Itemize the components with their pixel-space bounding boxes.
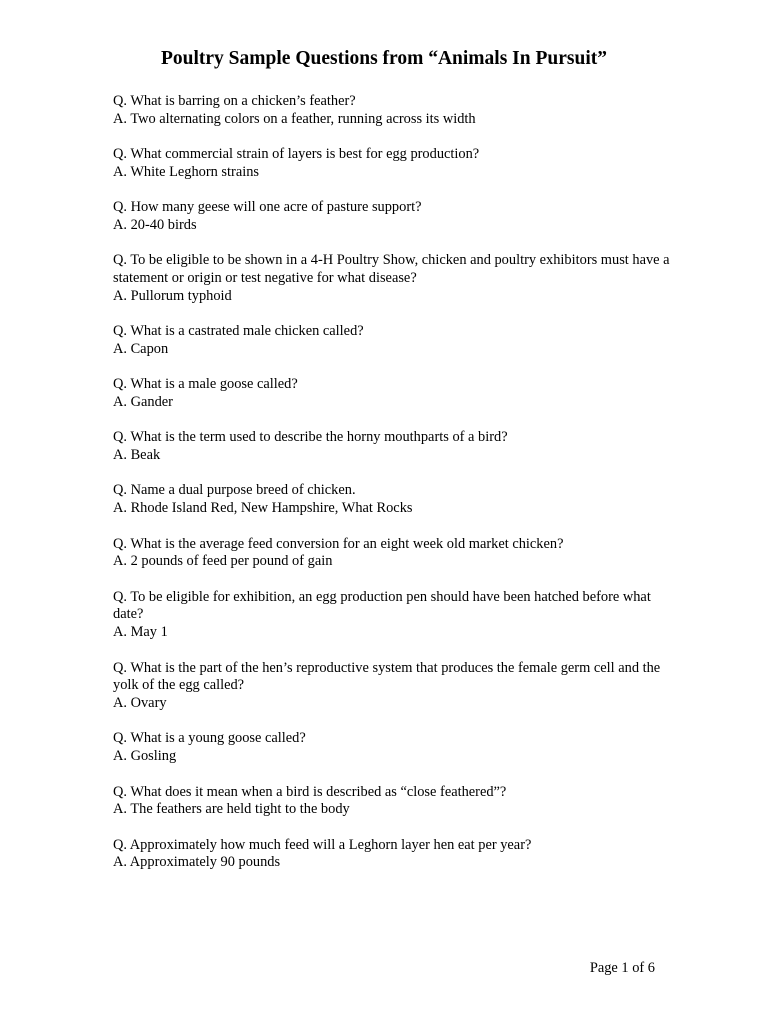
answer-text: A. Capon — [113, 340, 169, 357]
answer-text: A. Pullorum typhoid — [113, 287, 232, 304]
qa-item-12 — [113, 730, 673, 766]
answer-text: A. Two alternating colors on a feather, running across its width — [113, 110, 476, 127]
answer-text: A. Gosling — [113, 748, 177, 765]
question-text: Q. What is the average feed conversion for an eight week old market chicken? — [113, 535, 564, 552]
qa-item-8 — [113, 482, 673, 518]
answer-text: A. The feathers are held tight to the body — [113, 801, 350, 818]
qa-item-9 — [113, 536, 673, 572]
qa-item-10 — [113, 589, 673, 642]
qa-item-3 — [113, 199, 673, 235]
question-text: Q. Approximately how much feed will a Leghorn layer hen eat per year? — [113, 836, 532, 853]
question-text: Q. What is a young goose called? — [113, 730, 306, 747]
question-text: Q. To be eligible for exhibition, an egg production pen should have been hatched before what date? — [113, 588, 651, 623]
answer-text: A. Ovary — [113, 695, 167, 712]
page-title: Poultry Sample Questions from “Animals In Pursuit” — [160, 48, 607, 69]
question-text: Q. What is the part of the hen’s reproductive system that produces the female germ cell and the yolk of the egg called? — [113, 659, 661, 694]
qa-item-1 — [113, 93, 673, 129]
question-text: Q. How many geese will one acre of pasture support? — [113, 199, 422, 216]
question-text: Q. What is barring on a chicken’s feather? — [113, 93, 356, 109]
answer-text: A. Approximately 90 pounds — [113, 854, 281, 871]
answer-text: A. Rhode Island Red, New Hampshire, What Rocks — [113, 500, 413, 517]
question-text: Q. What is a castrated male chicken called? — [113, 323, 364, 340]
qa-item-4 — [113, 252, 673, 305]
qa-item-6 — [113, 376, 673, 412]
question-text: Q. What does it mean when a bird is described as “close feathered”? — [113, 783, 507, 800]
question-text: Q. To be eligible to be shown in a 4-H Poultry Show, chicken and poultry exhibitors must have a statement or origin or test negative for what disease? — [113, 252, 670, 287]
question-text: Q. What is the term used to describe the horny mouthparts of a bird? — [113, 429, 508, 446]
answer-text: A. Gander — [113, 394, 173, 411]
answer-text: A. Beak — [113, 447, 161, 464]
qa-item-11 — [113, 660, 673, 713]
question-text: Q. What commercial strain of layers is best for egg production? — [113, 146, 480, 163]
qa-list — [113, 93, 673, 890]
qa-item-13 — [113, 784, 673, 820]
qa-item-5 — [113, 323, 673, 359]
qa-item-7 — [113, 429, 673, 465]
qa-item-2 — [113, 146, 673, 182]
answer-text: A. May 1 — [113, 624, 168, 641]
answer-text: A. 2 pounds of feed per pound of gain — [113, 553, 333, 570]
answer-text: A. White Leghorn strains — [113, 163, 260, 180]
answer-text: A. 20-40 birds — [113, 216, 197, 233]
question-text: Q. Name a dual purpose breed of chicken. — [113, 482, 356, 499]
page-number: Page 1 of 6 — [589, 960, 655, 976]
qa-item-14 — [113, 837, 673, 873]
question-text: Q. What is a male goose called? — [113, 376, 298, 393]
